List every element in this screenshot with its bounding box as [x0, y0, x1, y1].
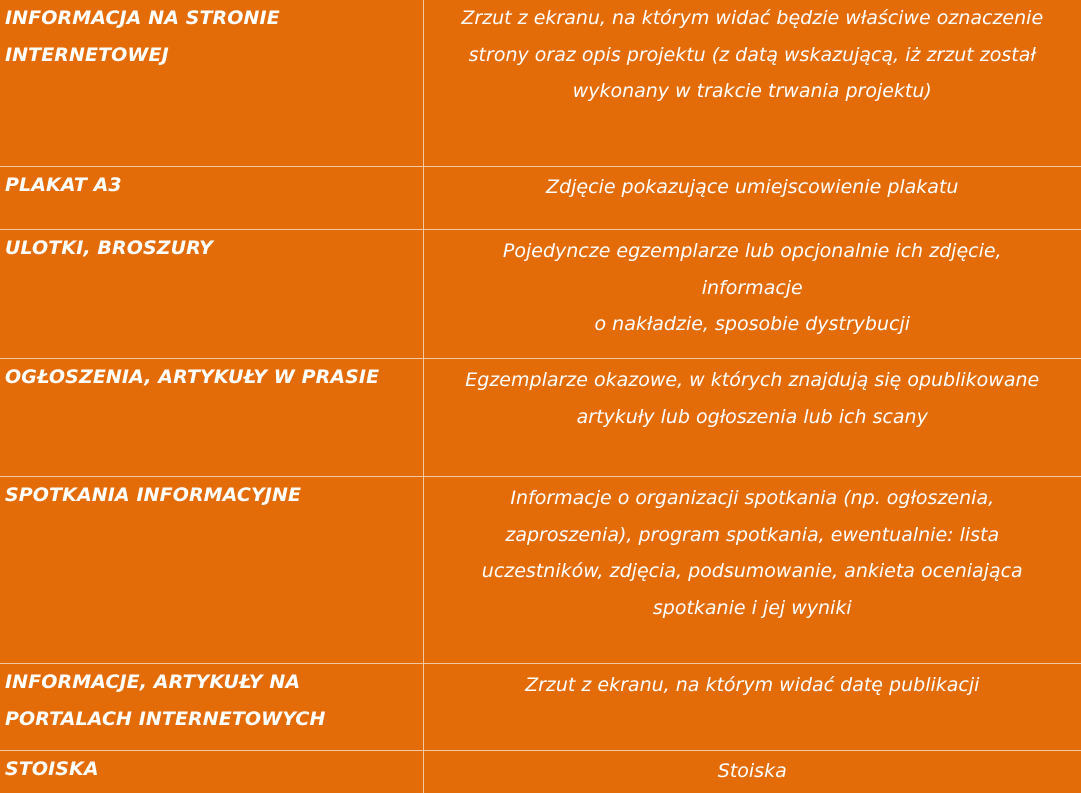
- promotion-type-cell: [0, 359, 423, 477]
- promotion-type-cell: [0, 167, 423, 230]
- evidence-text: o nakładzie, sposobie dystrybucji: [428, 306, 1078, 343]
- table-row: [0, 230, 1081, 359]
- promotion-type-text: ULOTKI, BROSZURY: [5, 230, 423, 267]
- table-row: [0, 751, 1081, 793]
- evidence-text: uczestników, zdjęcia, podsumowanie, ankieta oceniająca: [428, 553, 1078, 590]
- evidence-text: informacje: [428, 270, 1078, 307]
- promotion-type-text: INTERNETOWEJ: [5, 37, 423, 74]
- table-row: [0, 477, 1081, 664]
- promotion-type-cell: [0, 664, 423, 751]
- promotion-type-cell: [0, 477, 423, 664]
- promotion-type-cell: [0, 751, 423, 793]
- evidence-cell: [423, 664, 1081, 751]
- evidence-text: artykuły lub ogłoszenia lub ich scany: [428, 399, 1078, 436]
- evidence-text: Egzemplarze okazowe, w których znajdują się opublikowane: [428, 362, 1078, 399]
- table-row: [0, 167, 1081, 230]
- evidence-cell: [423, 230, 1081, 359]
- evidence-text: Stoiska: [428, 753, 1078, 790]
- evidence-text: Zrzut z ekranu, na którym widać będzie właściwe oznaczenie: [428, 0, 1078, 37]
- promotion-type-text: STOISKA: [5, 751, 423, 788]
- evidence-text: Zrzut z ekranu, na którym widać datę publikacji: [428, 667, 1078, 704]
- evidence-cell: [423, 751, 1081, 793]
- evidence-cell: [423, 359, 1081, 477]
- promotion-type-cell: [0, 0, 423, 167]
- promotion-type-text: OGŁOSZENIA, ARTYKUŁY W PRASIE: [5, 359, 423, 396]
- evidence-cell: [423, 0, 1081, 167]
- promotion-type-text: PORTALACH INTERNETOWYCH: [5, 701, 423, 738]
- evidence-text: wykonany w trakcie trwania projektu): [428, 73, 1078, 110]
- evidence-text: Informacje o organizacji spotkania (np. ogłoszenia,: [428, 480, 1078, 517]
- evidence-text: Pojedyncze egzemplarze lub opcjonalnie ich zdjęcie,: [428, 233, 1078, 270]
- promotion-type-text: INFORMACJE, ARTYKUŁY NA: [5, 664, 423, 701]
- table-row: [0, 664, 1081, 751]
- evidence-cell: [423, 477, 1081, 664]
- table-row: [0, 359, 1081, 477]
- evidence-cell: [423, 167, 1081, 230]
- table-row: [0, 0, 1081, 167]
- evidence-text: spotkanie i jej wyniki: [428, 590, 1078, 627]
- promotion-type-text: INFORMACJA NA STRONIE: [5, 0, 423, 37]
- evidence-text: strony oraz opis projektu (z datą wskazującą, iż zrzut został: [428, 37, 1078, 74]
- evidence-text: Zdjęcie pokazujące umiejscowienie plakatu: [428, 169, 1078, 206]
- promotion-type-text: PLAKAT A3: [5, 167, 423, 204]
- evidence-text: zaproszenia), program spotkania, ewentualnie: lista: [428, 517, 1078, 554]
- promotion-type-cell: [0, 230, 423, 359]
- promotion-type-text: SPOTKANIA INFORMACYJNE: [5, 477, 423, 514]
